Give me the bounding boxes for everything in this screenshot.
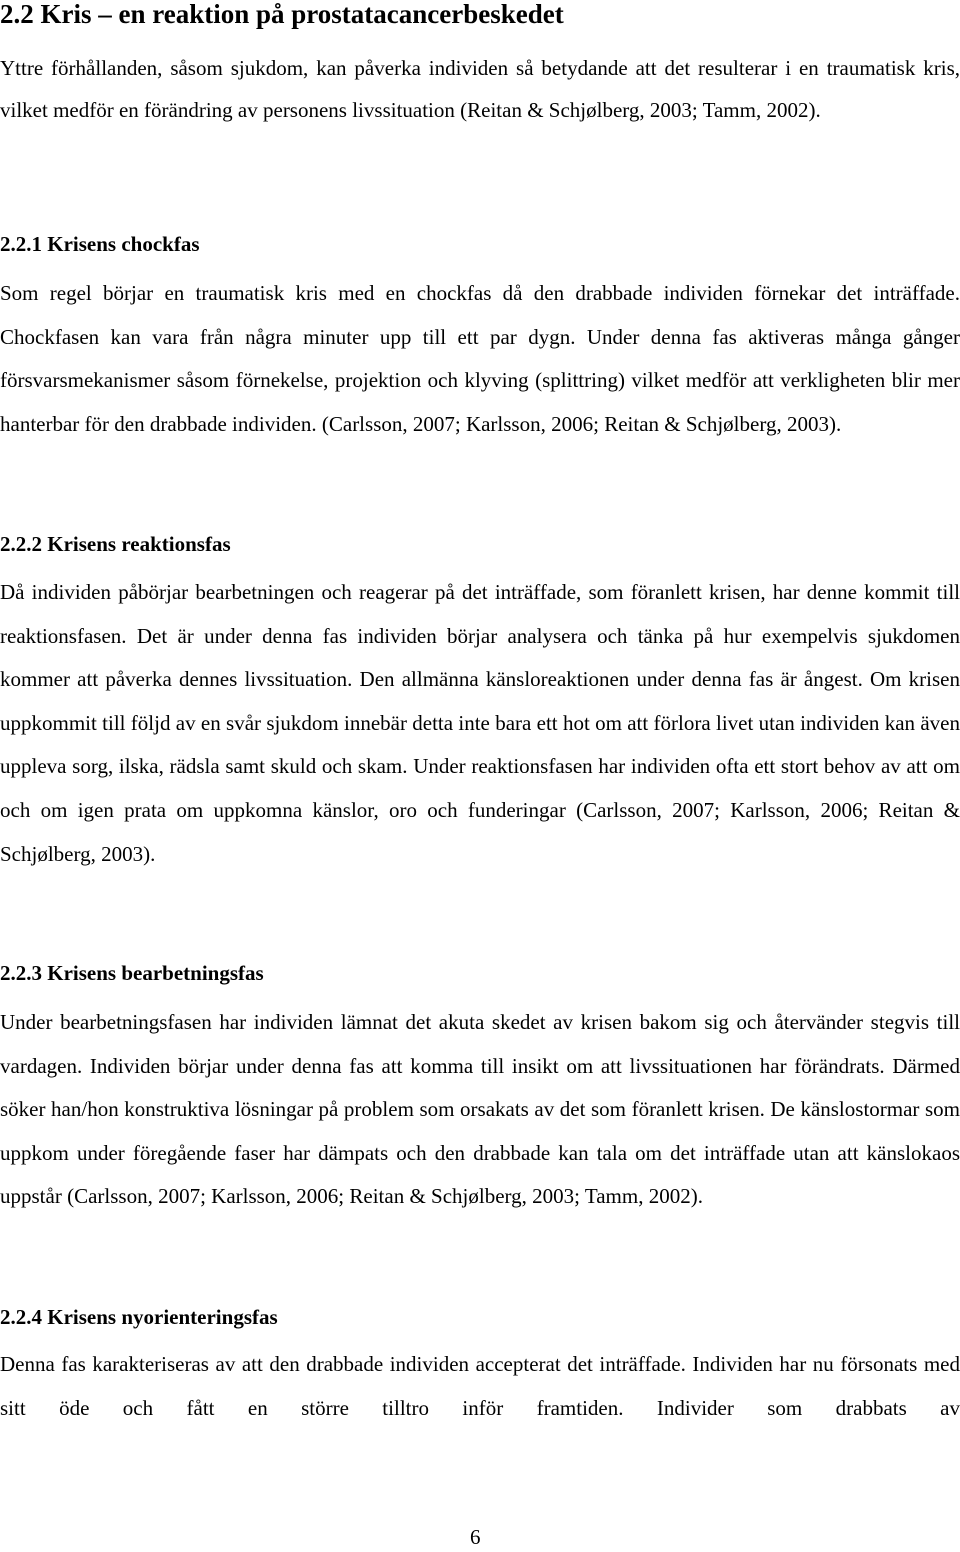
intro-paragraph: Yttre förhållanden, såsom sjukdom, kan påverka individen så betydande att det resulterar i en traumatisk kris, vilket medför en förändring av personens livssituation (Reitan & Schjølberg, 2003; Tamm, 2002). bbox=[0, 56, 960, 123]
paragraph-bearbetningsfas: Under bearbetningsfasen har individen lämnat det akuta skedet av krisen bakom sig och återvänder stegvis till vardagen. Individen börjar under denna fas att komma till insikt om att livssituationen har förändrats. Därmed söker han/hon konstruktiva lösningar på problem som orsakats av det som föranlett krisen. De känslostormar som uppkom under föregående faser har dämpats och den drabbade kan tala om det inträffade utan att känslokaos uppstår (Carlsson, 2007; Karlsson, 2006; Reitan & Schjølberg, 2003; Tamm, 2002). bbox=[0, 1010, 960, 1209]
subsection-heading-nyorienteringsfas: 2.2.4 Krisens nyorienteringsfas bbox=[0, 1305, 278, 1329]
paragraph-chockfas: Som regel börjar en traumatisk kris med en chockfas då den drabbade individen förnekar det inträffade. Chockfasen kan vara från några minuter upp till ett par dygn. Under denna fas aktiveras många gånger försvarsmekanismer såsom förnekelse, projektion och klyving (splittring) vilket medför att verkligheten blir mer hanterbar för den drabbade individen. (Carlsson, 2007; Karlsson, 2006; Reitan & Schjølberg, 2003). bbox=[0, 281, 960, 436]
subsection-heading-bearbetningsfas: 2.2.3 Krisens bearbetningsfas bbox=[0, 961, 264, 985]
paragraph-reaktionsfas: Då individen påbörjar bearbetningen och reagerar på det inträffade, som föranlett krisen, har denne kommit till reaktionsfasen. Det är under denna fas individen börjar analysera och tänka på hur exempelvis sjukdomen kommer att påverka dennes livssituation. Den allmänna känsloreaktionen under denna fas är ångest. Om krisen uppkommit till följd av en svår sjukdom innebär detta inte bara ett hot om att förlora livet utan individen kan även uppleva sorg, ilska, rädsla samt skuld och skam. Under reaktionsfasen har individen ofta ett stort behov av att om och om igen prata om uppkomna känslor, oro och funderingar (Carlsson, 2007; Karlsson, 2006; Reitan & Schjølberg, 2003). bbox=[0, 580, 960, 866]
subsection-heading-chockfas: 2.2.1 Krisens chockfas bbox=[0, 232, 200, 256]
subsection-heading-reaktionsfas: 2.2.2 Krisens reaktionsfas bbox=[0, 532, 231, 556]
section-heading: 2.2 Kris – en reaktion på prostatacancerbeskedet bbox=[0, 0, 564, 29]
paragraph-nyorienteringsfas: Denna fas karakteriseras av att den drabbade individen accepterat det inträffade. Individen har nu försonats med sitt öde och fått en större tilltro inför framtiden. Individer som drabbats av bbox=[0, 1352, 960, 1420]
page-number: 6 bbox=[470, 1525, 481, 1549]
